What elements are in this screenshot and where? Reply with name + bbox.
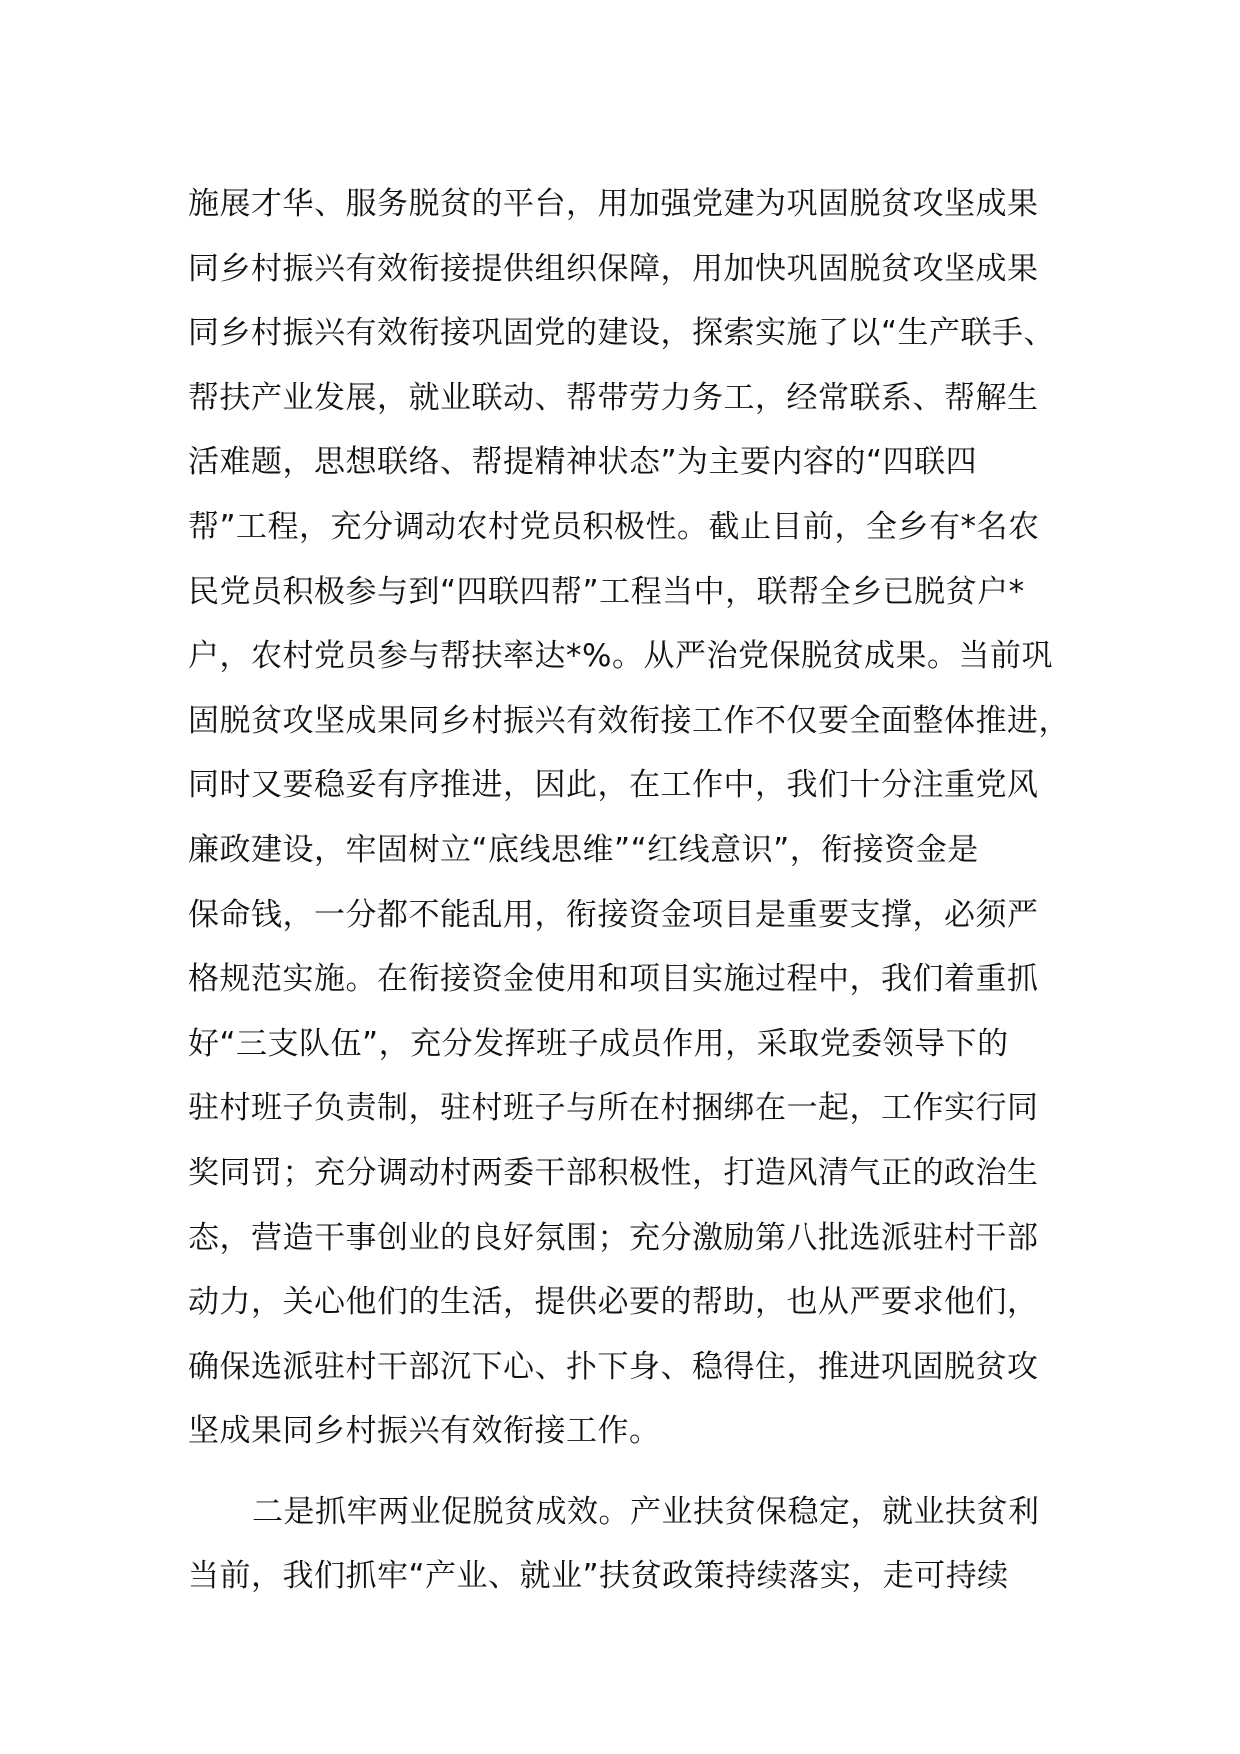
text-line: 户，农村党员参与帮扶率达*%。从严治党保脱贫成果。当前巩 <box>188 638 1053 675</box>
text-line: 动力，关心他们的生活，提供必要的帮助，也从严要求他们， <box>188 1284 1039 1321</box>
text-line: 确保选派驻村干部沉下心、扑下身、稳得住，推进巩固脱贫攻 <box>188 1348 1039 1385</box>
text-line: 保命钱，一分都不能乱用，衔接资金项目是重要支撑，必须严 <box>188 896 1039 933</box>
text-line: 态，营造干事创业的良好氛围；充分激励第八批选派驻村干部 <box>188 1219 1039 1256</box>
text-line: 廉政建设，牢固树立“底线思维”“红线意识”，衔接资金是 <box>188 831 979 868</box>
paragraph-2 <box>188 1480 1088 1609</box>
text-line: 施展才华、服务脱贫的平台，用加强党建为巩固脱贫攻坚成果 <box>188 186 1039 222</box>
text-line: 好“三支队伍”，充分发挥班子成员作用，采取党委领导下的 <box>188 1025 1009 1062</box>
text-line: 固脱贫攻坚成果同乡村振兴有效衔接工作不仅要全面整体推进， <box>188 702 1070 739</box>
text-line: 驻村班子负责制，驻村班子与所在村捆绑在一起，工作实行同 <box>188 1090 1039 1127</box>
paragraph-1 <box>188 172 1088 1464</box>
paragraph-gap <box>188 1464 1088 1480</box>
text-line: 二是抓牢两业促脱贫成效。产业扶贫保稳定，就业扶贫利 <box>252 1493 1040 1530</box>
text-line: 活难题，思想联络、帮提精神状态”为主要内容的“四联四 <box>188 444 978 481</box>
text-line: 坚成果同乡村振兴有效衔接工作。 <box>188 1413 661 1450</box>
body-text <box>188 172 1088 1609</box>
text-line: 帮”工程，充分调动农村党员积极性。截止目前，全乡有*名农 <box>188 508 1040 545</box>
text-line: 同乡村振兴有效衔接提供组织保障，用加快巩固脱贫攻坚成果 <box>188 250 1039 287</box>
text-line: 同乡村振兴有效衔接巩固党的建设，探索实施了以“生产联手、 <box>188 315 1056 352</box>
text-line: 帮扶产业发展，就业联动、帮带劳力务工，经常联系、帮解生 <box>188 379 1039 416</box>
text-line: 奖同罚；充分调动村两委干部积极性，打造风清气正的政治生 <box>188 1154 1039 1191</box>
text-line: 当前，我们抓牢“产业、就业”扶贫政策持续落实，走可持续 <box>188 1558 1009 1595</box>
text-line: 格规范实施。在衔接资金使用和项目实施过程中，我们着重抓 <box>188 961 1039 998</box>
text-line: 同时又要稳妥有序推进，因此，在工作中，我们十分注重党风 <box>188 767 1039 804</box>
text-line: 民党员积极参与到“四联四帮”工程当中，联帮全乡已脱贫户* <box>188 573 1025 610</box>
